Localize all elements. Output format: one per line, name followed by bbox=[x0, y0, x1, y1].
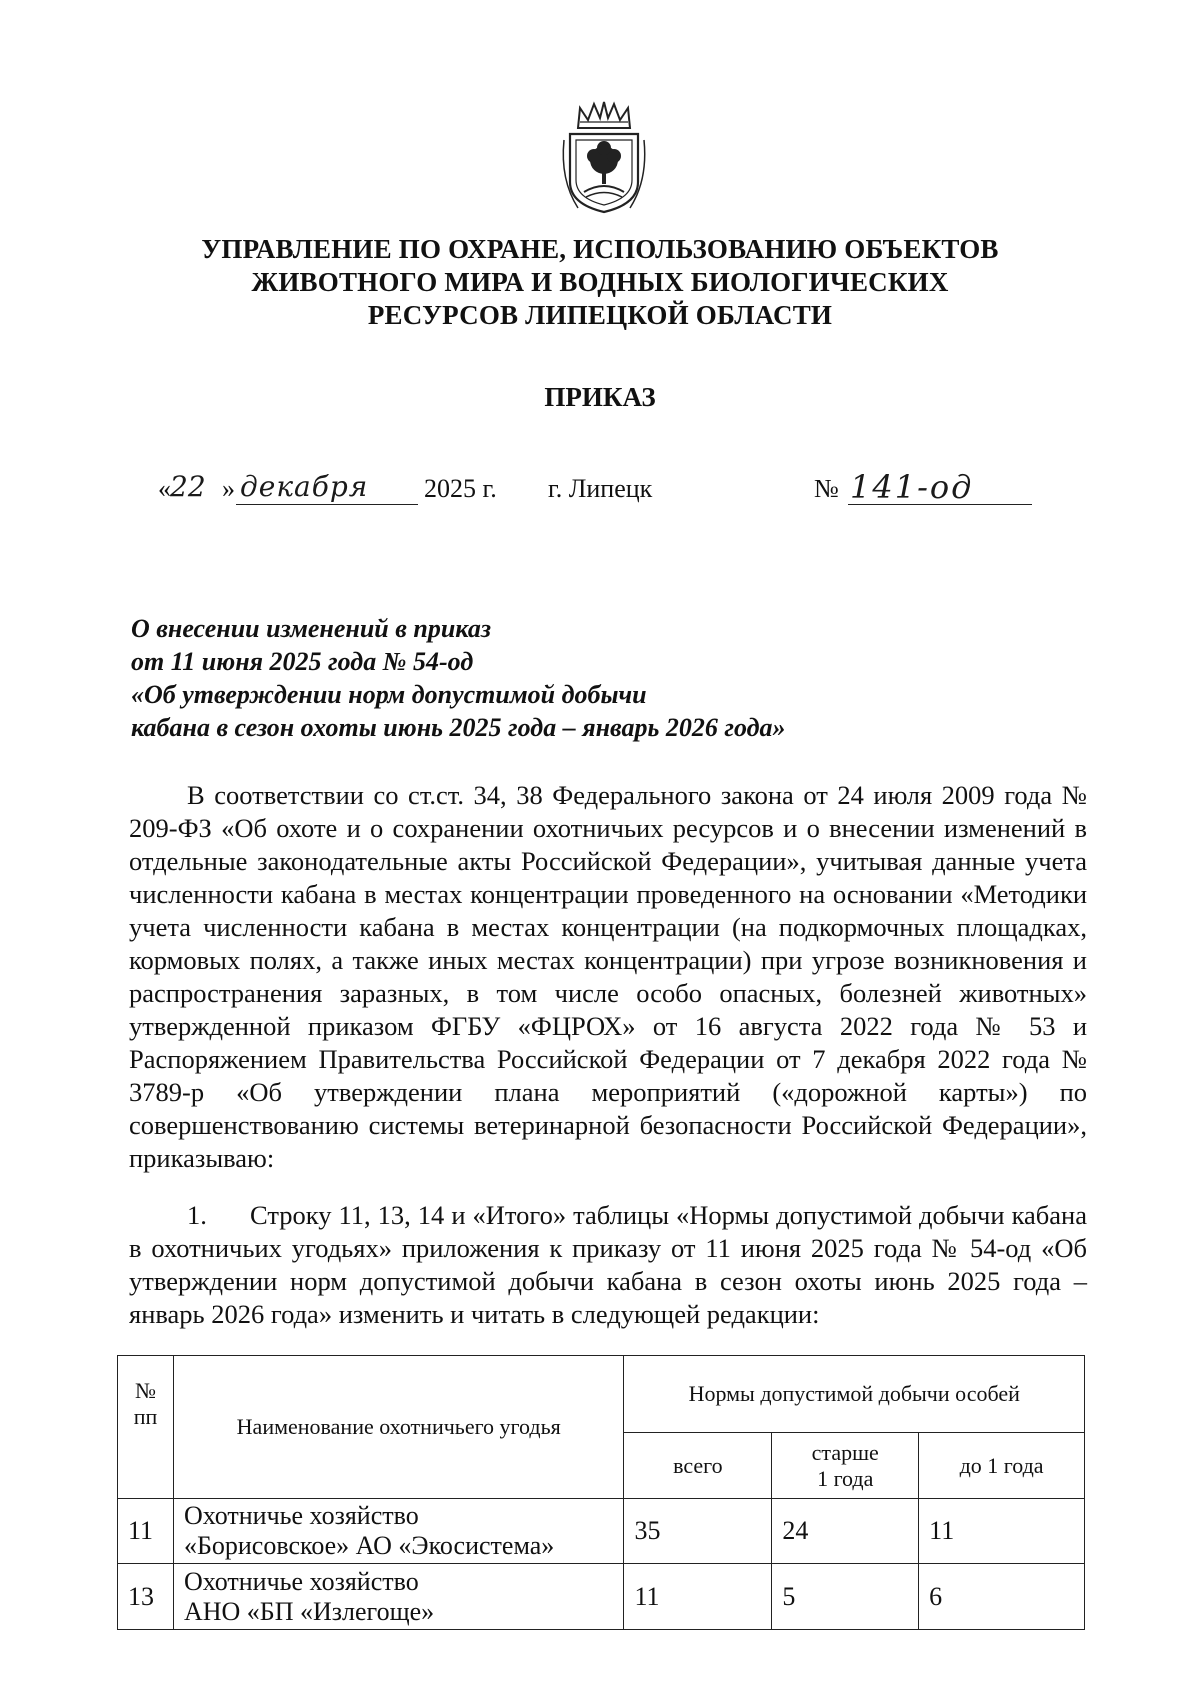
row-hunting-ground bbox=[173, 1564, 624, 1630]
number-underline bbox=[848, 504, 1032, 505]
coat-of-arms-emblem bbox=[556, 100, 652, 220]
number-sign: № bbox=[814, 474, 839, 503]
agency-title-line: РЕСУРСОВ ЛИПЕЦКОЙ ОБЛАСТИ bbox=[367, 300, 833, 330]
date-underline bbox=[236, 504, 418, 505]
row-older: 5 bbox=[772, 1564, 919, 1630]
row-under: 6 bbox=[919, 1564, 1085, 1630]
item-1-text: Строку 11, 13, 14 и «Итого» таблицы «Нормы допустимой добычи кабана в охотничьих угодьях» приложения к приказу от 11 июня 2025 года № 54-од «Об утверждении норм допустимой добычи кабана в сезон охоты июнь 2025 года – январь 2026 года» изменить и читать в следующей редакции: bbox=[129, 1200, 1087, 1329]
subject-line: кабана в сезон охоты июнь 2025 года – январь 2026 года» bbox=[131, 713, 786, 742]
row-name-line: Охотничье хозяйство bbox=[183, 1501, 419, 1530]
table-row bbox=[118, 1564, 1085, 1630]
city: г. Липецк bbox=[548, 474, 653, 503]
subject-line: от 11 июня 2025 года № 54-од bbox=[131, 647, 474, 676]
agency-title-line: ЖИВОТНОГО МИРА И ВОДНЫХ БИОЛОГИЧЕСКИХ bbox=[251, 267, 949, 297]
norms-table bbox=[117, 1355, 1085, 1630]
row-total: 11 bbox=[624, 1564, 772, 1630]
row-name-line: Охотничье хозяйство bbox=[183, 1566, 419, 1596]
date-year: 2025 г. bbox=[424, 474, 497, 503]
header-norms: Нормы допустимой добычи особей bbox=[624, 1356, 1085, 1433]
item-1-paragraph bbox=[129, 1199, 1087, 1331]
date-quote-open: « bbox=[158, 474, 171, 503]
preamble-paragraph: В соответствии со ст.ст. 34, 38 Федерального закона от 24 июля 2009 года № 209-ФЗ «Об охоте и о сохранении охотничьих ресурсов и о внесении изменений в отдельные законодательные акты Российской Федерации», учитывая данные учета численности кабана в местах концентрации проведенного на основании «Методики учета численности кабана в местах концентрации (на подкормочных площадках, кормовых полях, а также иных местах концентрации) при угрозе возникновения и распространения заразных, в том числе особо опасных, болезней животных» утвержденной приказом ФГБУ «ФЦРОХ» от 16 августа 2022 года № 53 и Распоряжением Правительства Российской Федерации от 7 декабря 2022 года № 3789-р «Об утверждении плана мероприятий («дорожной карты») по совершенствованию системы ветеринарной безопасности Российской Федерации», приказываю: bbox=[129, 780, 1087, 1173]
row-total: 35 bbox=[624, 1499, 772, 1564]
row-number: 13 bbox=[118, 1564, 174, 1630]
row-number: 11 bbox=[118, 1499, 174, 1564]
item-1-number: 1. bbox=[187, 1200, 207, 1230]
header-number: № пп bbox=[118, 1356, 174, 1499]
row-older: 24 bbox=[772, 1499, 919, 1564]
header-total: всего bbox=[624, 1433, 772, 1499]
document-type: ПРИКАЗ bbox=[544, 382, 656, 412]
header-older-1-year: старше 1 года bbox=[772, 1433, 919, 1499]
table-row bbox=[118, 1499, 1085, 1564]
row-under: 11 bbox=[919, 1499, 1085, 1564]
subject-line: «Об утверждении норм допустимой добычи bbox=[131, 680, 647, 709]
agency-title bbox=[150, 233, 1050, 332]
date-number-row bbox=[0, 470, 1200, 520]
row-hunting-ground bbox=[173, 1499, 624, 1564]
header-under-1-year: до 1 года bbox=[919, 1433, 1085, 1499]
agency-title-line: УПРАВЛЕНИЕ ПО ОХРАНЕ, ИСПОЛЬЗОВАНИЮ ОБЪЕКТОВ bbox=[201, 234, 999, 264]
row-name-line: АНО «БП «Излегоще» bbox=[183, 1596, 435, 1626]
order-number-handwritten: 141-од bbox=[850, 468, 974, 506]
order-subject bbox=[131, 612, 786, 744]
subject-line: О внесении изменений в приказ bbox=[131, 614, 491, 643]
row-name-line: «Борисовское» АО «Экосистема» bbox=[183, 1531, 555, 1560]
header-hunting-ground: Наименование охотничьего угодья bbox=[173, 1356, 624, 1499]
date-quote-close: » bbox=[222, 474, 235, 503]
date-day-handwritten: 22 bbox=[170, 470, 206, 503]
date-month-handwritten: декабря bbox=[240, 470, 369, 503]
